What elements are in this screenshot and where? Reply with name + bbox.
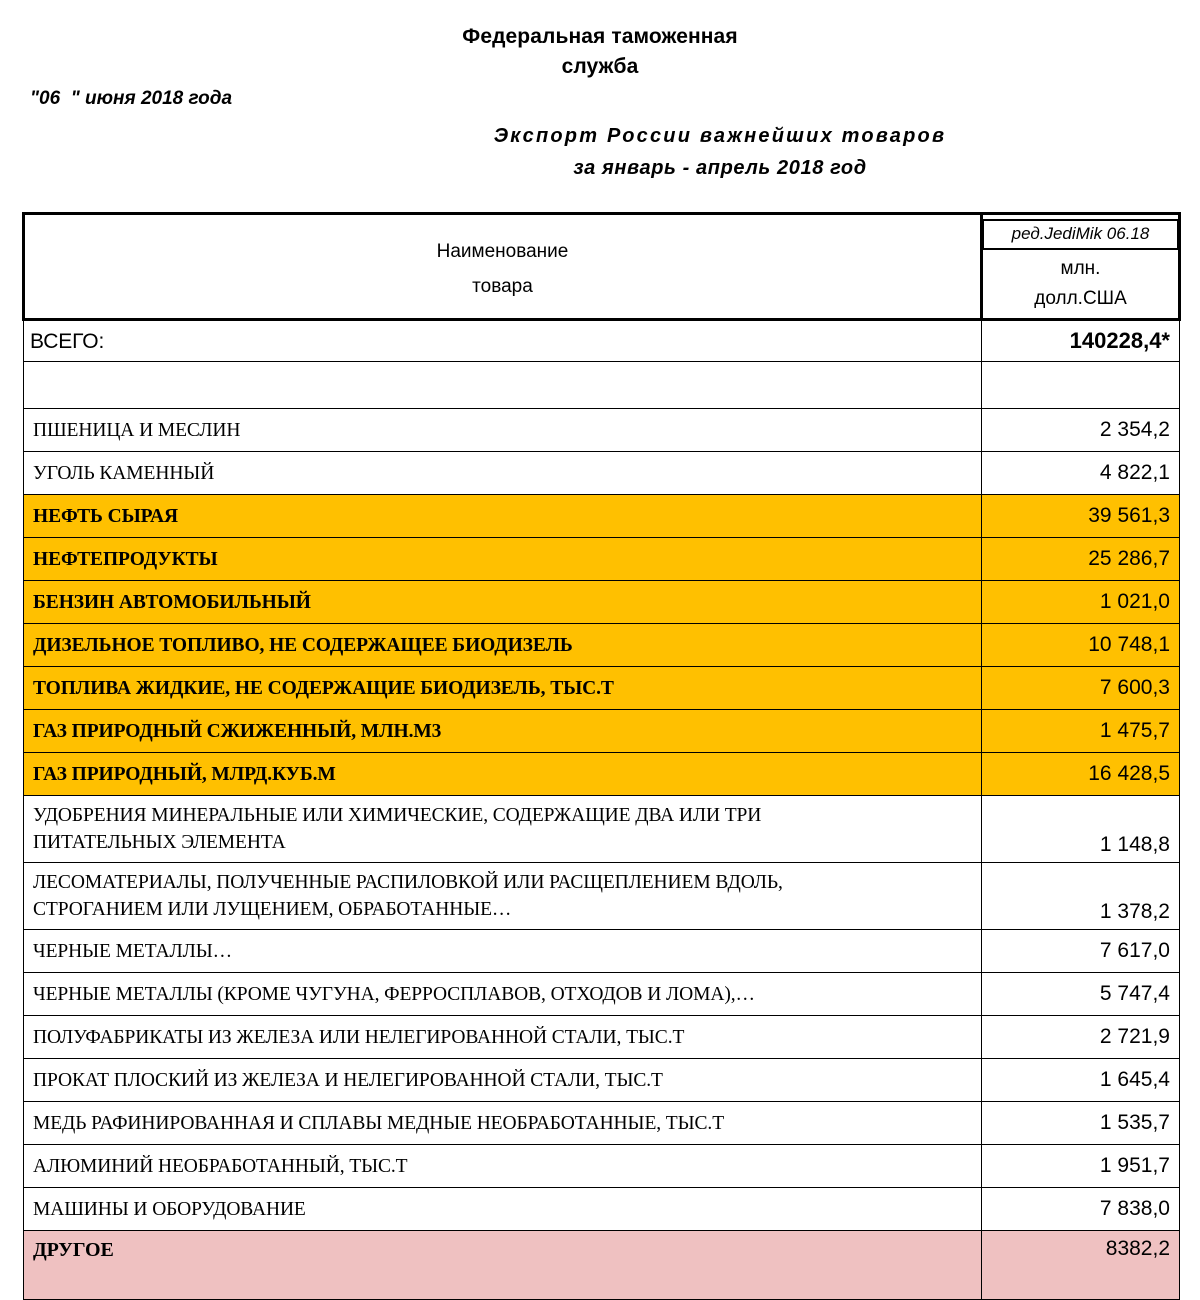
table-row xyxy=(24,1016,1180,1059)
row-value: 39 561,3 xyxy=(982,495,1180,538)
column-header-name-line1: Наименование xyxy=(436,240,569,262)
table-row xyxy=(24,1102,1180,1145)
table-row xyxy=(24,973,1180,1016)
table-row xyxy=(24,863,1180,930)
agency-title-line1: Федеральная таможенная xyxy=(462,25,738,48)
editor-stamp: ред.JediMik 06.18 xyxy=(982,219,1179,250)
spacer-value-cell xyxy=(982,362,1180,409)
unit-label-line2: долл.США xyxy=(1034,287,1127,309)
row-name: УГОЛЬ КАМЕННЫЙ xyxy=(24,452,982,495)
row-value: 25 286,7 xyxy=(982,538,1180,581)
table-row-other xyxy=(24,1231,1180,1300)
report-title-line1: Экспорт России важнейших товаров xyxy=(493,125,947,147)
row-name: ЧЕРНЫЕ МЕТАЛЛЫ (КРОМЕ ЧУГУНА, ФЕРРОСПЛАВОВ, ОТХОДОВ И ЛОМА),… xyxy=(24,973,982,1016)
total-label: ВСЕГО: xyxy=(24,320,982,362)
table-row xyxy=(24,452,1180,495)
table-row xyxy=(24,796,1180,863)
column-header-unit xyxy=(982,214,1180,320)
row-value: 1 021,0 xyxy=(982,581,1180,624)
table-header-row xyxy=(24,214,1180,320)
row-name: АЛЮМИНИЙ НЕОБРАБОТАННЫЙ, ТЫС.Т xyxy=(24,1145,982,1188)
table-row xyxy=(24,1059,1180,1102)
export-table-body xyxy=(24,214,1180,1300)
row-name: ГАЗ ПРИРОДНЫЙ, МЛРД.КУБ.М xyxy=(24,753,982,796)
row-name: БЕНЗИН АВТОМОБИЛЬНЫЙ xyxy=(24,581,982,624)
row-value: 7 600,3 xyxy=(982,667,1180,710)
row-name-line1: УДОБРЕНИЯ МИНЕРАЛЬНЫЕ ИЛИ ХИМИЧЕСКИЕ, СОДЕРЖАЩИЕ ДВА ИЛИ ТРИ xyxy=(33,805,762,826)
row-value: 7 838,0 xyxy=(982,1188,1180,1231)
table-row-highlighted xyxy=(24,753,1180,796)
row-value: 1 378,2 xyxy=(982,863,1180,930)
row-name-line2: ПИТАТЕЛЬНЫХ ЭЛЕМЕНТА xyxy=(33,832,286,853)
row-value: 1 148,8 xyxy=(982,796,1180,863)
document-date: "06 " июня 2018 года xyxy=(30,88,233,109)
table-row-highlighted xyxy=(24,581,1180,624)
row-name-line1: ЛЕСОМАТЕРИАЛЫ, ПОЛУЧЕННЫЕ РАСПИЛОВКОЙ ИЛИ РАСЩЕПЛЕНИЕМ ВДОЛЬ, xyxy=(33,872,783,893)
table-row-highlighted xyxy=(24,538,1180,581)
table-row-highlighted xyxy=(24,624,1180,667)
agency-title-line2: служба xyxy=(561,55,639,78)
row-name: ЧЕРНЫЕ МЕТАЛЛЫ… xyxy=(24,930,982,973)
row-name: МАШИНЫ И ОБОРУДОВАНИЕ xyxy=(24,1188,982,1231)
row-value: 10 748,1 xyxy=(982,624,1180,667)
row-value: 8382,2 xyxy=(982,1231,1180,1300)
row-name: НЕФТЬ СЫРАЯ xyxy=(24,495,982,538)
row-value: 16 428,5 xyxy=(982,753,1180,796)
row-name xyxy=(24,863,982,930)
unit-label xyxy=(983,250,1178,314)
row-name: МЕДЬ РАФИНИРОВАННАЯ И СПЛАВЫ МЕДНЫЕ НЕОБРАБОТАННЫЕ, ТЫС.Т xyxy=(24,1102,982,1145)
row-value: 2 354,2 xyxy=(982,409,1180,452)
row-value: 7 617,0 xyxy=(982,930,1180,973)
table-row-total xyxy=(24,320,1180,362)
row-name: ДИЗЕЛЬНОЕ ТОПЛИВО, НЕ СОДЕРЖАЩЕЕ БИОДИЗЕЛЬ xyxy=(24,624,982,667)
report-title-line2: за январь - апрель 2018 год xyxy=(573,157,867,179)
document-header xyxy=(0,0,1200,212)
row-name xyxy=(24,796,982,863)
spacer-name-cell xyxy=(24,362,982,409)
row-value: 2 721,9 xyxy=(982,1016,1180,1059)
row-value: 1 951,7 xyxy=(982,1145,1180,1188)
export-table-wrapper xyxy=(22,212,1178,1300)
row-name-line2: СТРОГАНИЕМ ИЛИ ЛУЩЕНИЕМ, ОБРАБОТАННЫЕ… xyxy=(33,899,512,920)
table-row xyxy=(24,1188,1180,1231)
row-name: ПШЕНИЦА И МЕСЛИН xyxy=(24,409,982,452)
row-value: 1 645,4 xyxy=(982,1059,1180,1102)
agency-title xyxy=(0,22,1200,82)
row-name: ГАЗ ПРИРОДНЫЙ СЖИЖЕННЫЙ, МЛН.М3 xyxy=(24,710,982,753)
table-row-highlighted xyxy=(24,495,1180,538)
row-value: 4 822,1 xyxy=(982,452,1180,495)
row-value: 1 475,7 xyxy=(982,710,1180,753)
table-row-highlighted xyxy=(24,667,1180,710)
row-name: ТОПЛИВА ЖИДКИЕ, НЕ СОДЕРЖАЩИЕ БИОДИЗЕЛЬ, ТЫС.Т xyxy=(24,667,982,710)
column-header-name-line2: товара xyxy=(472,275,533,297)
table-row-spacer xyxy=(24,362,1180,409)
unit-label-line1: млн. xyxy=(1060,257,1101,279)
export-table xyxy=(22,212,1181,1300)
report-title xyxy=(300,120,1140,184)
total-value: 140228,4* xyxy=(982,320,1180,362)
row-value: 1 535,7 xyxy=(982,1102,1180,1145)
table-row-highlighted xyxy=(24,710,1180,753)
column-header-name xyxy=(24,214,982,320)
row-name: ПРОКАТ ПЛОСКИЙ ИЗ ЖЕЛЕЗА И НЕЛЕГИРОВАННОЙ СТАЛИ, ТЫС.Т xyxy=(24,1059,982,1102)
table-row xyxy=(24,930,1180,973)
row-name: ДРУГОЕ xyxy=(24,1231,982,1300)
row-name: НЕФТЕПРОДУКТЫ xyxy=(24,538,982,581)
table-row xyxy=(24,409,1180,452)
row-value: 5 747,4 xyxy=(982,973,1180,1016)
table-row xyxy=(24,1145,1180,1188)
row-name: ПОЛУФАБРИКАТЫ ИЗ ЖЕЛЕЗА ИЛИ НЕЛЕГИРОВАННОЙ СТАЛИ, ТЫС.Т xyxy=(24,1016,982,1059)
